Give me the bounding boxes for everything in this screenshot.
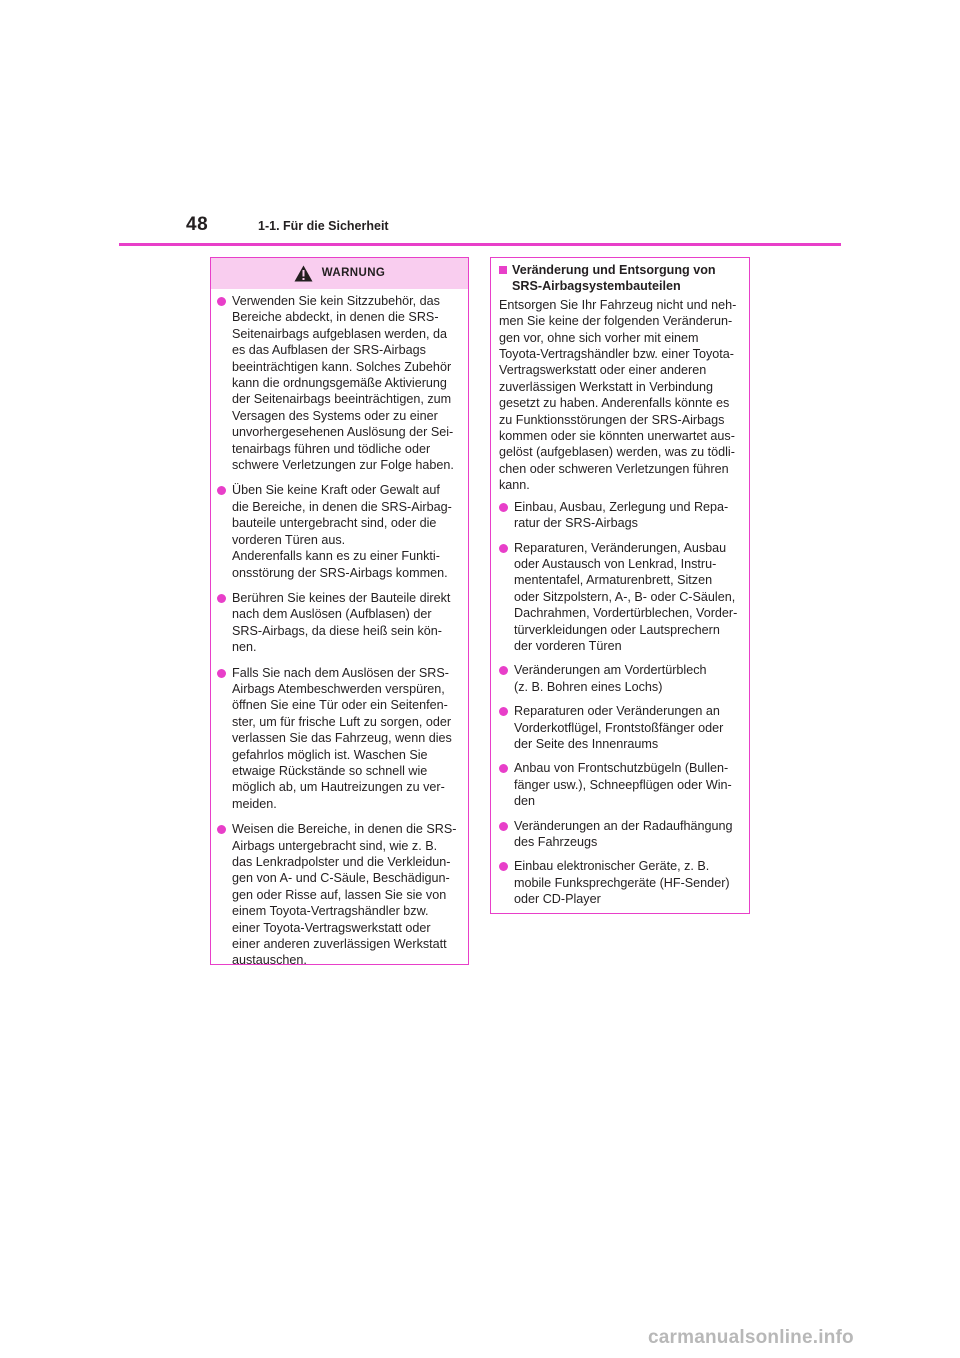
bullet-icon — [217, 297, 226, 306]
info-item-text: Veränderungen am Vordertürblech (z. B. Bohren eines Lochs) — [514, 663, 707, 694]
warning-item-text: Weisen die Bereiche, in denen die SRS- Airbags untergebracht sind, wie z. B. das Lenkradpolster und die Verkleidun- gen von A- und C-Säule, Beschädigun- gen oder Risse auf, lassen Sie sie von einem Toyota-Vertragshändler bzw. einer Toyota-Vertragswerkstatt oder einer anderen zuverlässigen Werkstatt austauschen. — [232, 822, 457, 968]
info-item-text: Reparaturen oder Veränderungen an Vorderkotflügel, Frontstoßfänger oder der Seite des Innenraums — [514, 704, 724, 751]
bullet-icon — [217, 594, 226, 603]
warning-item — [217, 821, 462, 969]
warning-item-text: Verwenden Sie kein Sitzzubehör, das Bereiche abdeckt, in denen die SRS- Seitenairbags aufgeblasen werden, da es das Aufblasen der SRS-Airbags beeinträchtigen kann. Solches Zubehör kann die ordnungsgemäße Aktivierung der Seitenairbags beeinträchtigen, zum Versagen des Systems oder zu einer unvorhergesehenen Auslösung der Sei- tenairbags führen und tödliche oder schwere Verletzungen zur Folge haben. — [232, 294, 454, 473]
warning-box — [210, 257, 469, 968]
warning-item-text: Falls Sie nach dem Auslösen der SRS- Airbags Atembeschwerden verspüren, öffnen Sie eine Tür oder ein Seitenfen- ster, um für frische Luft zu sorgen, oder verlassen Sie das Fahrzeug, wenn dies gefahrlos möglich ist. Waschen Sie etwaige Rückstände so schnell wie möglich ab, um Hautreizungen zu ver- meiden. — [232, 665, 452, 811]
page-number: 48 — [186, 214, 209, 235]
info-box — [490, 257, 750, 914]
info-item — [499, 499, 741, 532]
bullet-icon — [217, 486, 226, 495]
warning-item — [217, 590, 462, 656]
info-item — [499, 703, 741, 752]
info-intro: Entsorgen Sie Ihr Fahrzeug nicht und neh- men Sie keine der folgenden Veränderun- gen vor, ohne sich vorher mit einem Toyota-Vertragshändler bzw. einer Toyota- Vertragswerkstatt oder einer anderen zuverlässigen Werkstatt in Verbindung gesetzt zu haben. Anderenfalls könnte es zu Funktionsstörungen der SRS-Airbags kommen oder sie könnten unerwartet aus- gelöst (aufgeblasen) werden, was zu tödli- chen oder schweren Verletzungen führen kann. — [499, 297, 737, 493]
info-item — [499, 540, 741, 655]
bullet-icon — [499, 544, 508, 553]
info-item-text: Reparaturen, Veränderungen, Ausbau oder Austausch von Lenkrad, Instru- mententafel, Armaturenbrett, Sitzen oder Sitzpolstern, A-, B- oder C-Säulen, Dachrahmen, Vordertürblechen, Vorder- türverkleidungen oder Lautsprechern der vorderen Türen — [514, 540, 738, 653]
bullet-icon — [499, 822, 508, 831]
header-rule — [119, 243, 841, 246]
bullet-icon — [217, 669, 226, 678]
warning-header — [211, 258, 468, 289]
info-item — [499, 760, 741, 809]
info-item — [499, 818, 741, 851]
warning-list — [211, 289, 468, 969]
warning-item-text: Berühren Sie keines der Bauteile direkt nach dem Auslösen (Aufblasen) der SRS-Airbags, da diese heiß sein kön- nen. — [232, 590, 451, 655]
warning-triangle-icon — [294, 265, 313, 282]
bullet-icon — [499, 503, 508, 512]
info-item — [499, 662, 741, 695]
info-item-text: Einbau elektronischer Geräte, z. B. mobile Funksprechgeräte (HF-Sender) oder CD-Player — [514, 859, 730, 907]
info-item-text: Veränderungen an der Radaufhängung des Fahrzeugs — [514, 818, 733, 849]
bullet-icon — [499, 707, 508, 716]
info-heading-text: Veränderung und Entsorgung von SRS-Airbagsystembauteilen — [512, 263, 716, 294]
square-bullet-icon — [499, 266, 507, 274]
warning-item-text: Üben Sie keine Kraft oder Gewalt auf die Bereiche, in denen die SRS-Airbag- bauteile untergebracht sind, oder die vorderen Türen aus. Anderenfalls kann es zu einer Funkti- onsstörung der SRS-Airbags kommen. — [232, 483, 452, 580]
bullet-icon — [499, 764, 508, 773]
info-heading — [499, 262, 741, 295]
bullet-icon — [217, 825, 226, 834]
warning-item — [217, 482, 462, 580]
section-title: 1-1. Für die Sicherheit — [258, 219, 389, 233]
info-item-text: Anbau von Frontschutzbügeln (Bullen- fänger usw.), Schneepflügen oder Win- den — [514, 761, 732, 809]
info-item-text: Einbau, Ausbau, Zerlegung und Repa- ratur der SRS-Airbags — [514, 499, 729, 531]
watermark-link[interactable]: carmanualsonline.info — [648, 1327, 854, 1348]
info-item — [499, 858, 741, 907]
warning-item — [217, 293, 462, 473]
bullet-icon — [499, 666, 508, 675]
warning-item — [217, 665, 462, 813]
warning-title: WARNUNG — [321, 267, 386, 280]
bullet-icon — [499, 862, 508, 871]
